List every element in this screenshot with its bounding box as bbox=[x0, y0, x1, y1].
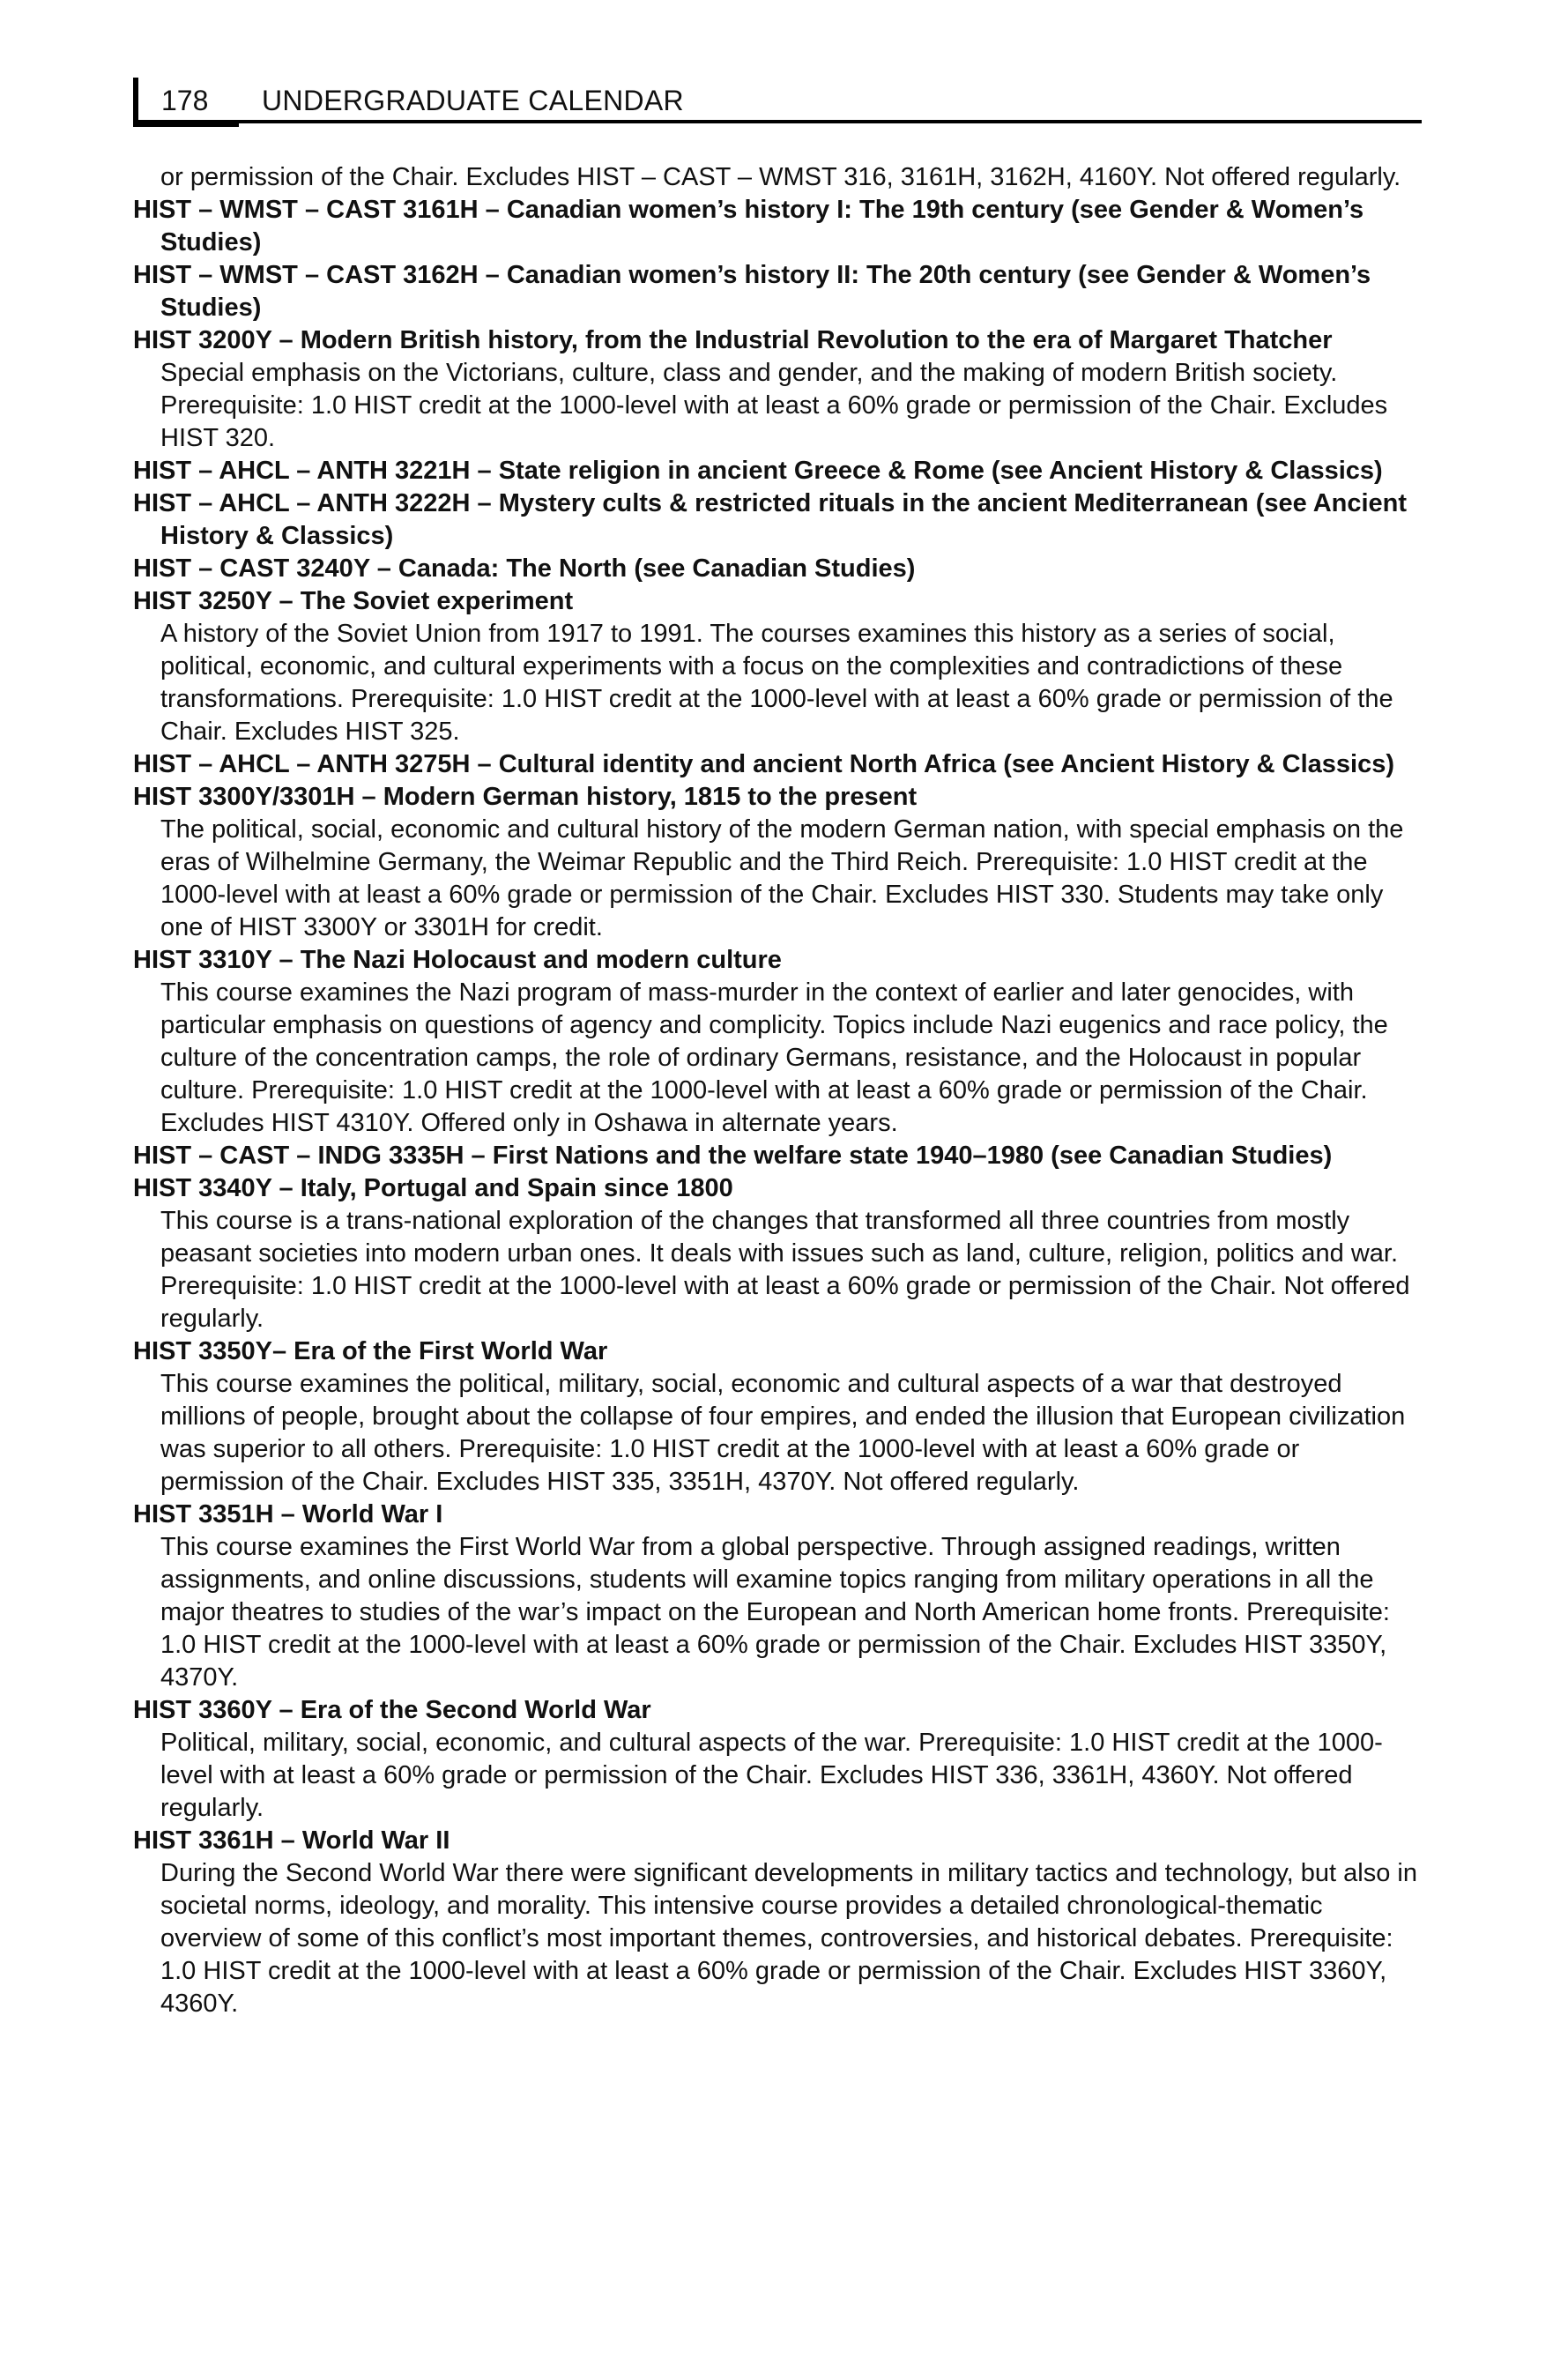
course-title: HIST 3300Y/3301H – Modern German history, 1815 to the present bbox=[133, 783, 918, 811]
course-title: HIST – WMST – CAST 3162H – Canadian women’s history II: The 20th century (see Gender & Women’s Studies) bbox=[133, 261, 1371, 322]
course-title: HIST – AHCL – ANTH 3221H – State religion in ancient Greece & Rome (see Ancient History & Classics) bbox=[133, 457, 1383, 485]
course-description: The political, social, economic and cultural history of the modern German nation, with special emphasis on the eras of Wilhelmine Germany, the Weimar Republic and the Third Reich. Prerequisite: 1.0 HIST credit at the 1000-level with at least a 60% grade or permission of the Chair. Excludes HIST 330. Students may take only one of HIST 3300Y or 3301H for credit. bbox=[160, 815, 1404, 941]
course-entry bbox=[133, 1825, 1420, 2020]
course-entry bbox=[133, 553, 1420, 585]
course-description: Special emphasis on the Victorians, culture, class and gender, and the making of modern British society. Prerequisite: 1.0 HIST credit at the 1000-level with at least a 60% grade or permission of the Chair. Excludes HIST 320. bbox=[160, 359, 1388, 452]
course-title: HIST 3340Y – Italy, Portugal and Spain since 1800 bbox=[133, 1174, 733, 1202]
course-title: HIST 3200Y – Modern British history, from the Industrial Revolution to the era of Margaret Thatcher bbox=[133, 326, 1333, 354]
course-description: A history of the Soviet Union from 1917 to 1991. The courses examines this history as a series of social, political, economic, and cultural experiments with a focus on the complexities and contradictions of these transformations. Prerequisite: 1.0 HIST credit at the 1000-level with at least a 60% grade or permission of the Chair. Excludes HIST 325. bbox=[160, 620, 1393, 746]
course-title: HIST 3361H – World War II bbox=[133, 1826, 450, 1855]
course-title: HIST 3250Y – The Soviet experiment bbox=[133, 587, 574, 615]
course-title: HIST 3350Y– Era of the First World War bbox=[133, 1337, 608, 1365]
page-header bbox=[133, 78, 1422, 122]
course-entry bbox=[133, 194, 1420, 259]
course-entry bbox=[133, 1335, 1420, 1499]
header-rule bbox=[239, 120, 1422, 123]
course-entry bbox=[133, 161, 1420, 194]
course-entry bbox=[133, 259, 1420, 324]
course-entry bbox=[133, 455, 1420, 487]
course-entry bbox=[133, 1694, 1420, 1825]
course-description: This course is a trans-national exploration of the changes that transformed all three countries from mostly peasant societies into modern urban ones. It deals with issues such as land, culture, religion, politics and war. Prerequisite: 1.0 HIST credit at the 1000-level with at least a 60% grade or permission of the Chair. Not offered regularly. bbox=[160, 1207, 1410, 1333]
course-title: HIST – CAST – INDG 3335H – First Nations and the welfare state 1940–1980 (see Canadian Studies) bbox=[133, 1142, 1333, 1170]
course-description: or permission of the Chair. Excludes HIST – CAST – WMST 316, 3161H, 3162H, 4160Y. Not offered regularly. bbox=[160, 163, 1401, 191]
course-description: This course examines the First World War from a global perspective. Through assigned readings, written assignments, and online discussions, students will examine topics ranging from military operations in all the major theatres to studies of the war’s impact on the European and North American home fronts. Prerequisite: 1.0 HIST credit at the 1000-level with at least a 60% grade or permission of the Chair. Excludes HIST 3350Y, 4370Y. bbox=[160, 1533, 1390, 1692]
course-title: HIST – AHCL – ANTH 3222H – Mystery cults & restricted rituals in the ancient Mediterranean (see Ancient History & Classics) bbox=[133, 489, 1408, 550]
course-title: HIST – CAST 3240Y – Canada: The North (see Canadian Studies) bbox=[133, 554, 916, 583]
course-title: HIST 3351H – World War I bbox=[133, 1500, 443, 1528]
course-description: This course examines the political, military, social, economic and cultural aspects of a war that destroyed millions of people, brought about the collapse of four empires, and ended the illusion that European civilization was superior to all others. Prerequisite: 1.0 HIST credit at the 1000-level with at least a 60% grade or permission of the Chair. Excludes HIST 335, 3351H, 4370Y. Not offered regularly. bbox=[160, 1370, 1406, 1496]
course-title: HIST 3310Y – The Nazi Holocaust and modern culture bbox=[133, 946, 782, 974]
course-entry bbox=[133, 944, 1420, 1140]
course-title: HIST – WMST – CAST 3161H – Canadian women’s history I: The 19th century (see Gender & Women’s Studies) bbox=[133, 196, 1364, 257]
course-entry bbox=[133, 1172, 1420, 1335]
course-entry bbox=[133, 1140, 1420, 1172]
course-title: HIST 3360Y – Era of the Second World War bbox=[133, 1696, 651, 1724]
course-description: Political, military, social, economic, and cultural aspects of the war. Prerequisite: 1.0 HIST credit at the 1000-level with at least a 60% grade or permission of the Chair. Excludes HIST 336, 3361H, 4360Y. Not offered regularly. bbox=[160, 1729, 1383, 1822]
course-entry bbox=[133, 585, 1420, 748]
course-entry bbox=[133, 324, 1420, 455]
course-listing bbox=[133, 161, 1420, 2020]
course-entry bbox=[133, 748, 1420, 781]
course-description: During the Second World War there were significant developments in military tactics and technology, but also in societal norms, ideology, and morality. This intensive course provides a detailed chronological-thematic overview of some of this conflict’s most important themes, controversies, and historical debates. Prerequisite: 1.0 HIST credit at the 1000-level with at least a 60% grade or permission of the Chair. Excludes HIST 3360Y, 4360Y. bbox=[160, 1859, 1417, 2018]
course-title: HIST – AHCL – ANTH 3275H – Cultural identity and ancient North Africa (see Ancient History & Classics) bbox=[133, 750, 1394, 778]
course-entry bbox=[133, 487, 1420, 553]
course-entry bbox=[133, 1499, 1420, 1694]
running-head: UNDERGRADUATE CALENDAR bbox=[262, 85, 684, 116]
course-entry bbox=[133, 781, 1420, 944]
page-number: 178 bbox=[161, 85, 209, 116]
course-description: This course examines the Nazi program of mass-murder in the context of earlier and later genocides, with particular emphasis on questions of agency and complicity. Topics include Nazi eugenics and race policy, the culture of the concentration camps, the role of ordinary Germans, resistance, and the Holocaust in popular culture. Prerequisite: 1.0 HIST credit at the 1000-level with at least a 60% grade or permission of the Chair. Excludes HIST 4310Y. Offered only in Oshawa in alternate years. bbox=[160, 978, 1388, 1137]
